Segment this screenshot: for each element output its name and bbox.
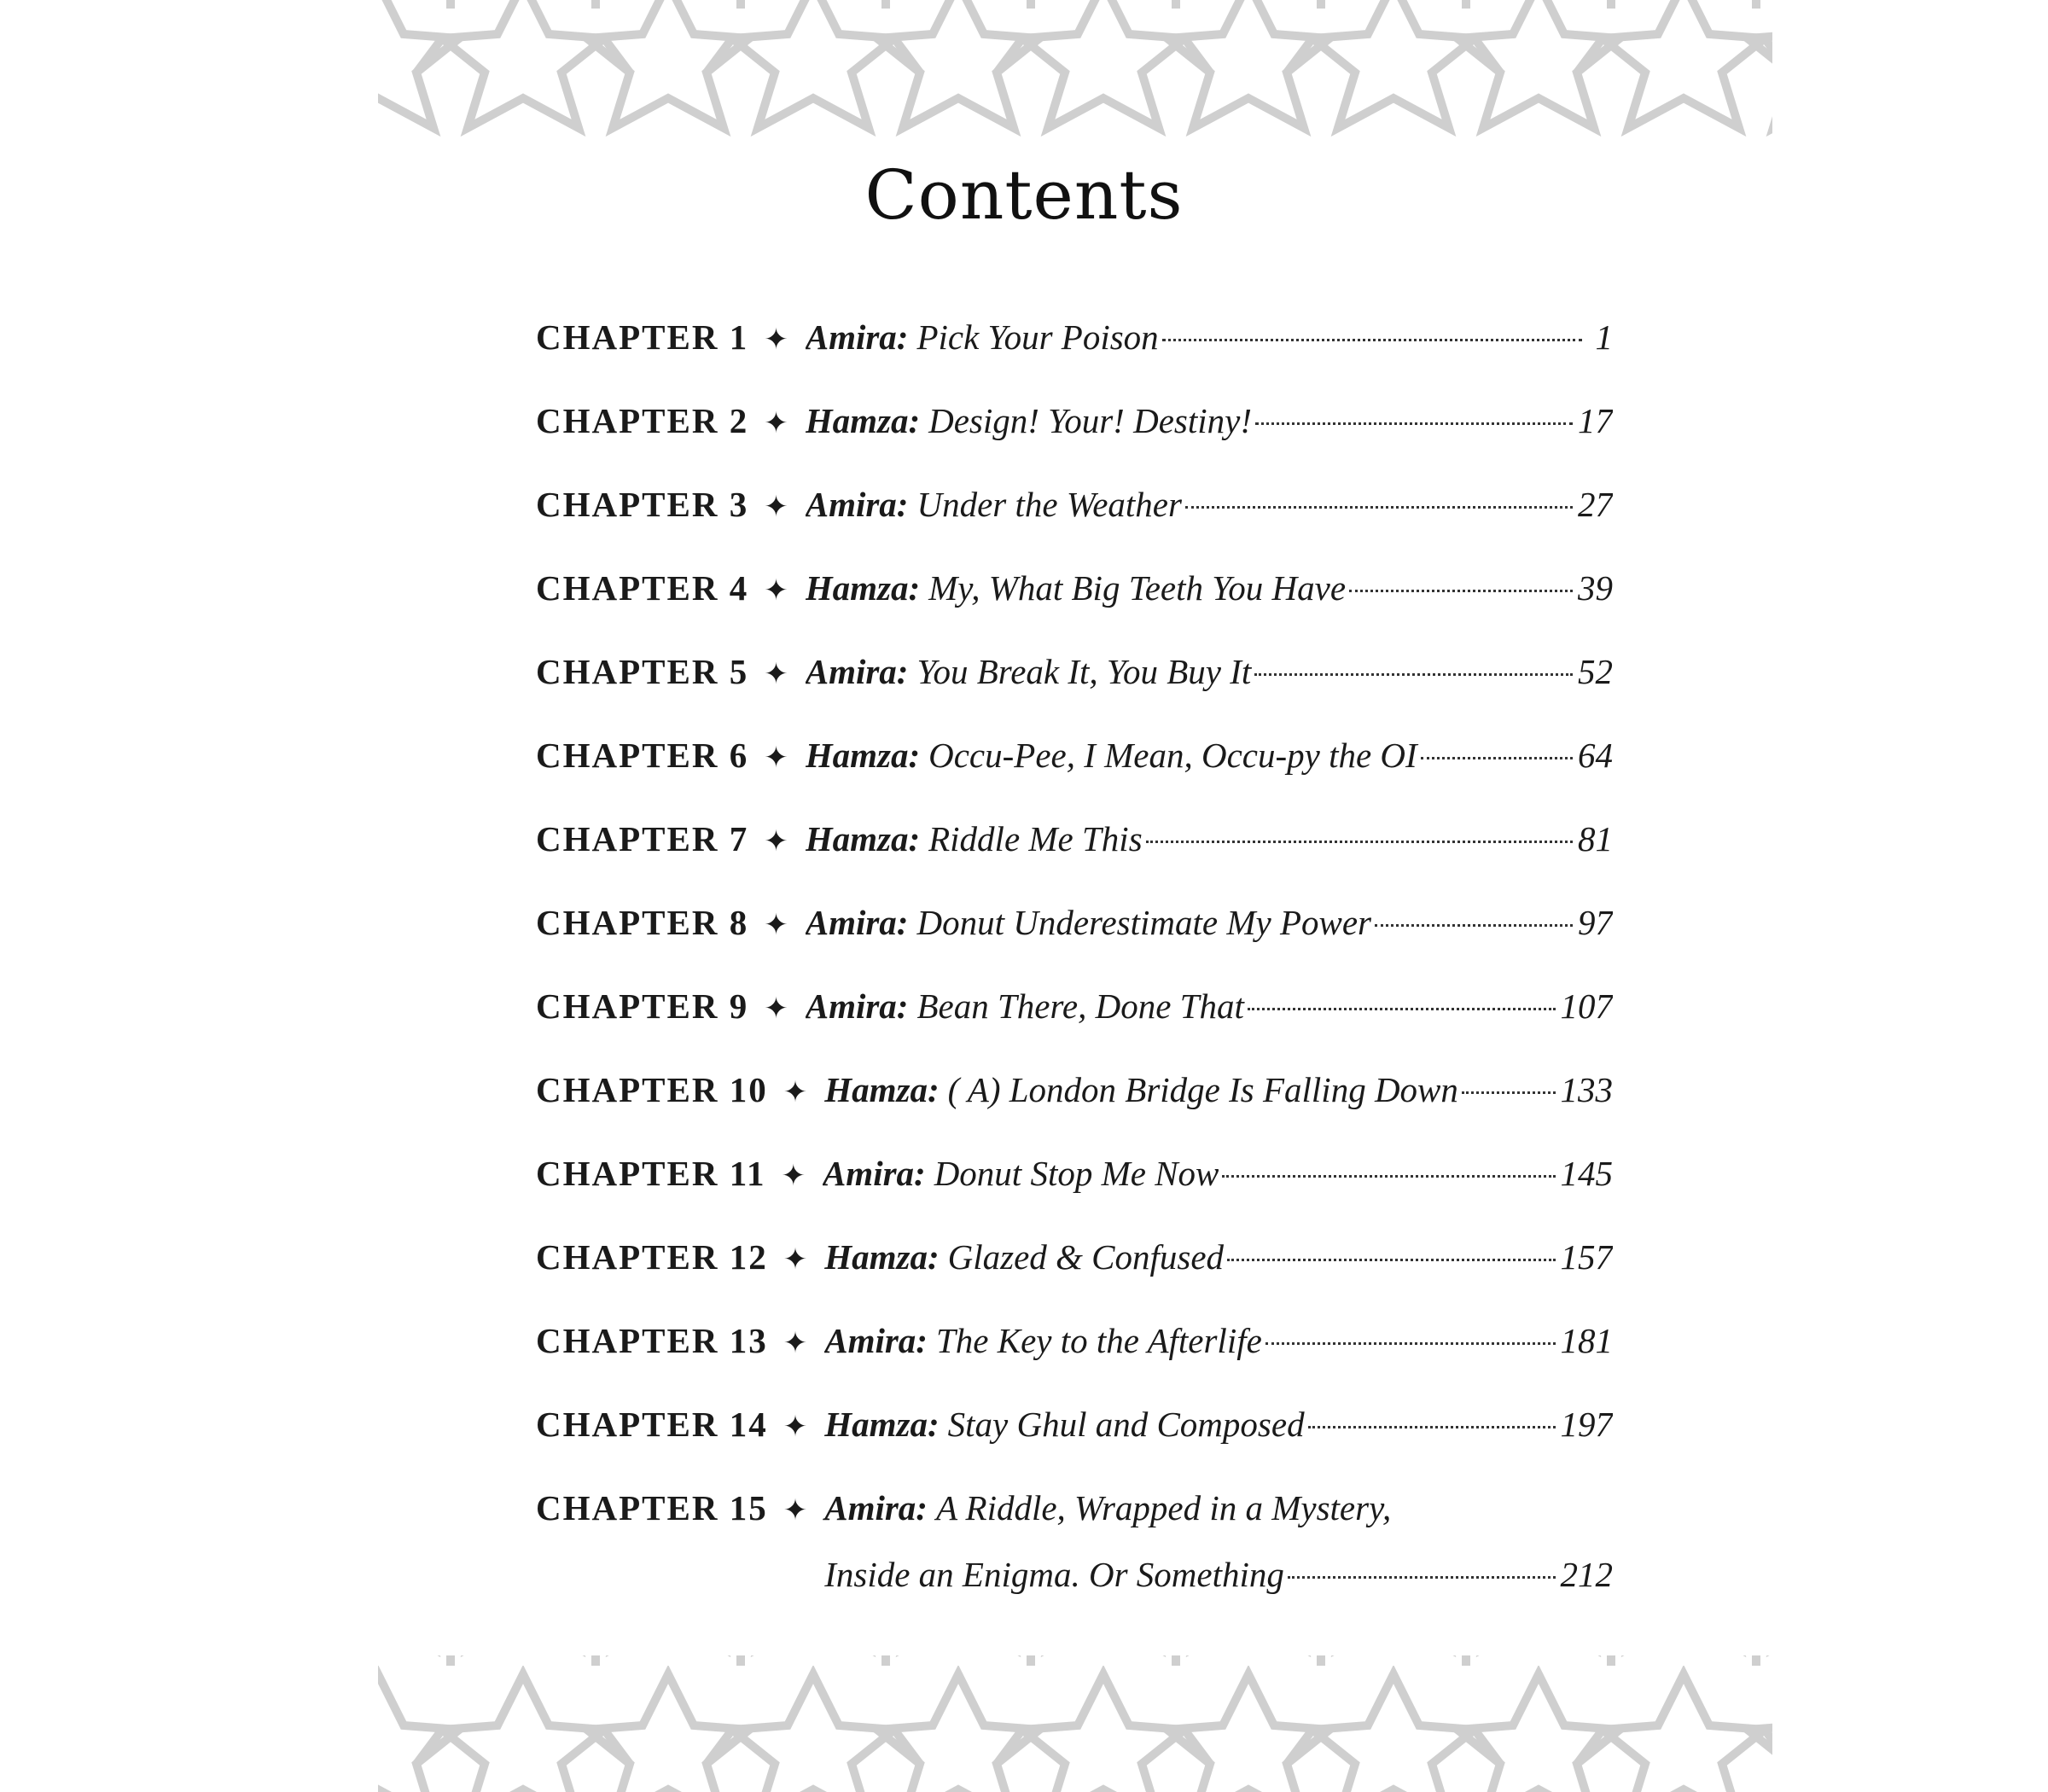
toc-entry[interactable] bbox=[536, 1487, 1613, 1596]
chapter-title-group bbox=[806, 399, 1613, 442]
dot-leader bbox=[1162, 339, 1582, 341]
dot-leader bbox=[1288, 1576, 1556, 1579]
chapter-label: CHAPTER 14 bbox=[536, 1405, 768, 1444]
toc-entry[interactable] bbox=[536, 483, 1613, 526]
chapter-label: CHAPTER 11 bbox=[536, 1154, 766, 1193]
four-point-star-icon: ✦ bbox=[783, 1326, 808, 1360]
four-point-star-icon: ✦ bbox=[783, 1410, 808, 1444]
chapter-title-group bbox=[806, 650, 1613, 693]
narrator-name: Amira: bbox=[805, 986, 909, 1026]
dot-leader bbox=[1421, 757, 1573, 759]
narrator-name: Hamza: bbox=[805, 401, 921, 440]
toc-entry[interactable] bbox=[536, 817, 1613, 860]
chapter-title: The Key to the Afterlife bbox=[935, 1321, 1262, 1360]
chapter-title-line-2: Inside an Enigma. Or Something bbox=[824, 1555, 1284, 1594]
toc-entry[interactable] bbox=[536, 901, 1613, 944]
table-of-contents bbox=[536, 316, 1613, 1596]
page-title: Contents bbox=[864, 155, 1184, 235]
four-point-star-icon: ✦ bbox=[764, 573, 788, 608]
chapter-label: CHAPTER 6 bbox=[536, 736, 749, 775]
four-point-star-icon: ✦ bbox=[783, 1075, 808, 1109]
narrator-name: Hamza: bbox=[824, 1237, 940, 1277]
star-lattice-pattern-icon bbox=[378, 1655, 1772, 1792]
chapter-title: Glazed & Confused bbox=[947, 1237, 1225, 1277]
chapter-title-line-2-group bbox=[536, 1553, 1613, 1596]
narrator-name: Amira: bbox=[805, 317, 909, 357]
narrator-name: Amira: bbox=[824, 1488, 928, 1527]
four-point-star-icon: ✦ bbox=[764, 908, 788, 942]
page-number: 145 bbox=[1560, 1154, 1613, 1193]
narrator-name: Amira: bbox=[822, 1154, 926, 1193]
chapter-title: My, What Big Teeth You Have bbox=[928, 568, 1347, 608]
dot-leader bbox=[1375, 924, 1573, 927]
chapter-title: Stay Ghul and Composed bbox=[947, 1405, 1305, 1444]
four-point-star-icon: ✦ bbox=[764, 657, 788, 691]
dot-leader bbox=[1255, 422, 1573, 425]
chapter-label: CHAPTER 3 bbox=[536, 485, 749, 524]
toc-entry[interactable] bbox=[536, 1403, 1613, 1446]
chapter-title: ( A) London Bridge Is Falling Down bbox=[947, 1070, 1458, 1109]
chapter-label: CHAPTER 9 bbox=[536, 986, 749, 1026]
dot-leader bbox=[1248, 1008, 1556, 1010]
chapter-title: Design! Your! Destiny! bbox=[928, 401, 1252, 440]
narrator-name: Hamza: bbox=[824, 1070, 940, 1109]
page-number: 197 bbox=[1560, 1405, 1613, 1444]
chapter-label: CHAPTER 1 bbox=[536, 317, 749, 357]
page-number: 1 bbox=[1595, 317, 1613, 357]
chapter-title: Donut Stop Me Now bbox=[934, 1154, 1219, 1193]
chapter-title-group bbox=[806, 985, 1613, 1027]
toc-entry[interactable] bbox=[536, 1152, 1613, 1195]
chapter-title-line-1: A Riddle, Wrapped in a Mystery, bbox=[935, 1488, 1392, 1527]
dot-leader bbox=[1265, 1342, 1556, 1345]
four-point-star-icon: ✦ bbox=[764, 406, 788, 440]
toc-entry[interactable] bbox=[536, 316, 1613, 358]
page-number: 133 bbox=[1560, 1070, 1613, 1109]
narrator-name: Amira: bbox=[824, 1321, 928, 1360]
page-number: 181 bbox=[1560, 1321, 1613, 1360]
chapter-title: Pick Your Poison bbox=[916, 317, 1159, 357]
chapter-label: CHAPTER 13 bbox=[536, 1321, 768, 1360]
four-point-star-icon: ✦ bbox=[764, 323, 788, 357]
chapter-title-group bbox=[824, 1319, 1613, 1362]
chapter-title-group bbox=[824, 1068, 1613, 1111]
chapter-title: Under the Weather bbox=[916, 485, 1182, 524]
page-number: 39 bbox=[1578, 568, 1613, 608]
dot-leader bbox=[1227, 1259, 1555, 1261]
chapter-title-group bbox=[806, 817, 1613, 860]
four-point-star-icon: ✦ bbox=[764, 741, 788, 775]
chapter-title: Riddle Me This bbox=[928, 819, 1143, 858]
chapter-label: CHAPTER 15 bbox=[536, 1488, 768, 1527]
page-number: 17 bbox=[1578, 401, 1613, 440]
toc-entry[interactable] bbox=[536, 985, 1613, 1027]
toc-entry[interactable] bbox=[536, 1236, 1613, 1278]
chapter-title: You Break It, You Buy It bbox=[916, 652, 1252, 691]
chapter-label: CHAPTER 10 bbox=[536, 1070, 768, 1109]
dot-leader bbox=[1146, 841, 1573, 843]
four-point-star-icon: ✦ bbox=[764, 824, 788, 858]
page-number: 81 bbox=[1578, 819, 1613, 858]
page-number: 97 bbox=[1578, 903, 1613, 942]
narrator-name: Hamza: bbox=[805, 736, 921, 775]
narrator-name: Amira: bbox=[805, 652, 909, 691]
narrator-name: Hamza: bbox=[805, 568, 921, 608]
four-point-star-icon: ✦ bbox=[764, 490, 788, 524]
dot-leader bbox=[1349, 590, 1573, 592]
chapter-title-group bbox=[823, 1152, 1613, 1195]
chapter-title-group bbox=[806, 901, 1613, 944]
narrator-name: Hamza: bbox=[805, 819, 921, 858]
dot-leader bbox=[1462, 1091, 1556, 1094]
chapter-label: CHAPTER 4 bbox=[536, 568, 749, 608]
bottom-ornament-border bbox=[378, 1655, 1772, 1792]
narrator-name: Amira: bbox=[805, 485, 909, 524]
top-ornament-border bbox=[378, 0, 1772, 137]
page-number: 64 bbox=[1578, 736, 1613, 775]
narrator-name: Amira: bbox=[805, 903, 909, 942]
dot-leader bbox=[1308, 1426, 1556, 1428]
chapter-title-group bbox=[824, 1403, 1613, 1446]
chapter-title-group bbox=[806, 734, 1613, 777]
chapter-label: CHAPTER 5 bbox=[536, 652, 749, 691]
page-number: 157 bbox=[1560, 1237, 1613, 1277]
toc-entry[interactable] bbox=[536, 567, 1613, 609]
chapter-label: CHAPTER 8 bbox=[536, 903, 749, 942]
dot-leader bbox=[1222, 1175, 1555, 1178]
chapter-title: Occu-Pee, I Mean, Occu-py the OI bbox=[928, 736, 1417, 775]
page-number: 52 bbox=[1578, 652, 1613, 691]
dot-leader bbox=[1185, 506, 1573, 509]
chapter-label: CHAPTER 7 bbox=[536, 819, 749, 858]
four-point-star-icon: ✦ bbox=[783, 1493, 808, 1527]
four-point-star-icon: ✦ bbox=[764, 992, 788, 1026]
toc-entry[interactable] bbox=[536, 399, 1613, 442]
chapter-label: CHAPTER 2 bbox=[536, 401, 749, 440]
chapter-title: Donut Underestimate My Power bbox=[916, 903, 1371, 942]
narrator-name: Hamza: bbox=[824, 1405, 940, 1444]
toc-entry[interactable] bbox=[536, 734, 1613, 777]
toc-entry[interactable] bbox=[536, 650, 1613, 693]
chapter-title-group bbox=[824, 1236, 1613, 1278]
chapter-title: Bean There, Done That bbox=[916, 986, 1244, 1026]
page-number: 107 bbox=[1560, 986, 1613, 1026]
dot-leader bbox=[1254, 673, 1573, 676]
toc-entry[interactable] bbox=[536, 1068, 1613, 1111]
chapter-label: CHAPTER 12 bbox=[536, 1237, 768, 1277]
page-number: 27 bbox=[1578, 485, 1613, 524]
four-point-star-icon: ✦ bbox=[781, 1159, 806, 1193]
chapter-title-group bbox=[806, 316, 1613, 358]
chapter-title-group bbox=[806, 483, 1613, 526]
four-point-star-icon: ✦ bbox=[783, 1242, 808, 1277]
chapter-title-group bbox=[806, 567, 1613, 609]
toc-entry[interactable] bbox=[536, 1319, 1613, 1362]
star-lattice-pattern-icon bbox=[378, 0, 1772, 137]
page-number: 212 bbox=[1560, 1555, 1613, 1594]
